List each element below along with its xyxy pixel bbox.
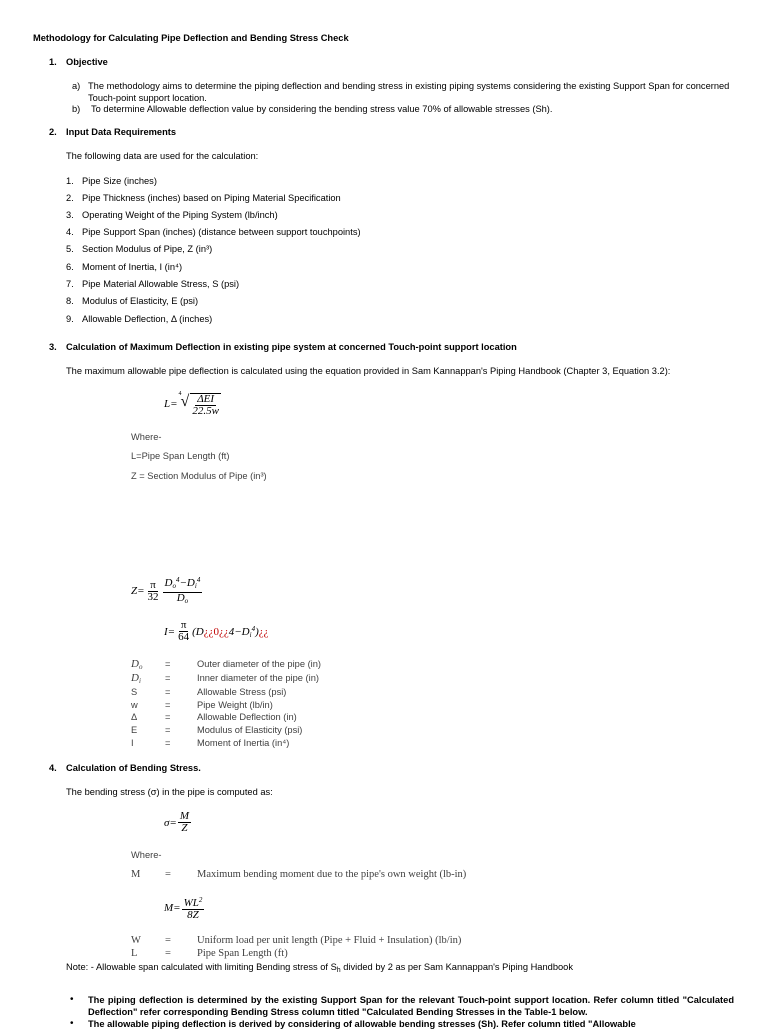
fraction-numerator [182,895,205,910]
def-equals: = [165,687,171,697]
load-definition [131,935,461,946]
input-data-intro: The following data are used for the calculation: [66,151,259,161]
outer-d: D [176,592,185,604]
list-item-number: 6. [66,262,74,272]
definition-row [131,672,319,685]
def-symbol: L [131,948,138,959]
deflection-intro: The maximum allowable pipe deflection is calculated using the equation provided in Sam Kannappan's Piping Handbook (Chapter 3, Equation 3.2): [66,366,671,376]
def-description: Maximum bending moment due to the pipe's own weight (lb-in) [197,869,467,880]
section-4-heading: Calculation of Bending Stress. [66,763,201,773]
fourth-root [179,390,222,417]
bullet-icon: • [70,1018,74,1029]
where-section-modulus: Z = Section Modulus of Pipe (in³) [131,471,267,481]
list-item: Section Modulus of Pipe, Z (in³) [82,244,213,254]
formula-lhs: Z= [131,585,145,597]
def-symbol: $D_i$ [131,672,141,685]
def-equals: = [165,700,171,710]
formula-middle: 4−D [228,625,250,638]
moment-of-inertia-formula [164,620,269,643]
section-modulus-formula [131,575,203,607]
def-symbol: Δ [131,712,138,722]
note-text: divided by 2 as per Sam Kannappan's Piping Handbook [340,962,573,972]
objective-a-marker: a) [72,81,81,91]
garbled-text: ¿¿0¿¿ [203,625,229,638]
outer-d: D [164,577,173,589]
close-paren: ) [255,625,259,638]
def-equals: = [165,712,171,722]
section-4-number: 4. [49,763,57,773]
def-description: Pipe Span Length (ft) [197,948,288,959]
section-2-number: 2. [49,127,57,137]
list-item: Pipe Support Span (inches) (distance between support touchpoints) [82,227,361,237]
def-description: Modulus of Elasticity (psi) [197,725,303,735]
formula-lhs: I= [164,625,176,638]
load-length: WL [183,897,199,909]
def-equals: = [165,659,171,669]
denominator-64: 64 [178,631,190,643]
def-symbol: I [131,738,134,748]
list-item: Pipe Size (inches) [82,176,157,186]
def-description: Uniform load per unit length (Pipe + Fluid + Insulation) (lb/in) [197,935,462,946]
sub-i: i [249,630,252,639]
bending-stress-formula [164,811,192,834]
fraction-denominator: 22.5w [192,405,219,417]
bullet-text: The allowable piping deflection is derived by considering of allowable bending stresses (Sh). Refer column titled "Allowable [88,1019,636,1029]
fraction-numerator [163,575,203,593]
def-description: Outer diameter of the pipe (in) [197,659,322,669]
root-fraction [190,393,221,417]
section-2-heading: Input Data Requirements [66,127,177,137]
formula-body [192,625,268,639]
list-item-number: 9. [66,314,74,324]
fraction-denominator: Z [181,822,188,834]
list-item: Moment of Inertia, I (in⁴) [82,262,183,272]
list-item: Operating Weight of the Piping System (lb/inch) [82,210,278,220]
pi-over-32 [146,580,161,603]
fraction-denominator: 8Z [187,909,199,921]
def-symbol: w [131,700,138,710]
exp-2: 2 [198,896,203,904]
def-equals: = [165,935,171,946]
list-item-number: 4. [66,227,74,237]
bending-moment-formula [164,895,205,921]
root-index: 4 [178,391,182,397]
formula-lhs: L= [164,397,178,410]
fraction-numerator: M [179,810,190,822]
exp-4: 4 [196,576,201,584]
page-title: Methodology for Calculating Pipe Deflection and Bending Stress Check [33,33,349,43]
open-paren-d: (D [192,625,204,638]
def-description: Inner diameter of the pipe (in) [197,673,319,683]
list-item-number: 7. [66,279,74,289]
pi-symbol: π [150,578,156,591]
bullet-icon: • [70,994,74,1005]
note-subscript: h [336,967,341,974]
moment-over-modulus [178,811,191,834]
definition-row [131,658,321,671]
objective-b-marker: b) [72,104,81,114]
pi-over-64 [176,620,191,643]
list-item-number: 8. [66,296,74,306]
def-symbol: E [131,725,138,735]
list-item: Pipe Thickness (inches) based on Piping Material Specification [82,193,341,203]
exp-4: 4 [251,624,256,633]
objective-b-text: To determine Allowable deflection value by considering the bending stress value 70% of allowable stresses (Sh). [91,104,553,114]
list-item: Allowable Deflection, Δ (inches) [82,314,213,324]
where-label: Where- [131,432,162,442]
pi-symbol: π [180,619,187,631]
def-symbol: S [131,687,138,697]
exp-4: 4 [176,576,180,584]
garbled-text: ¿¿ [258,625,269,638]
load-fraction [182,895,205,921]
denominator-32: 32 [147,590,159,603]
note-text: Note: - Allowable span calculated with limiting Bending stress of S [66,962,337,972]
def-description: Allowable Stress (psi) [197,687,287,697]
list-item: Modulus of Elasticity, E (psi) [82,296,199,306]
sub-i: i [194,582,197,590]
definition-row [131,738,289,748]
formula-lhs: M= [164,902,181,914]
def-description: Pipe Weight (lb/in) [197,700,273,710]
fraction-numerator: ΔEI [197,393,215,405]
list-item: Pipe Material Allowable Stress, S (psi) [82,279,240,289]
def-equals: = [165,738,171,748]
bending-stress-intro: The bending stress (σ) in the pipe is computed as: [66,787,273,797]
diameter-fraction [163,575,203,607]
span-length-formula [164,390,222,417]
list-item-number: 1. [66,176,74,186]
def-description: Moment of Inertia (in⁴) [197,738,290,748]
definition-row [131,725,302,735]
minus-inner-d: −D [179,577,195,589]
def-equals: = [165,673,171,683]
definition-row [131,712,297,722]
formula-lhs: σ= [164,816,177,829]
length-definition [131,948,288,959]
def-description: Allowable Deflection (in) [197,712,297,722]
def-symbol: M [131,869,141,880]
section-1-number: 1. [49,57,57,67]
section-1-heading: Objective [66,57,108,67]
fraction-denominator [175,593,190,607]
sub-o: o [184,597,189,605]
list-item-number: 2. [66,193,74,203]
def-equals: = [165,725,171,735]
bullet-text: The piping deflection is determined by the existing Support Span for the relevant Touch-point support location. Refer column titled "Calculated Deflection" refer corresponding Bending Stress column titled "Calculated Bending Stresses in the Table-1 below. [88,995,734,1017]
radical-sign-icon: √ [180,393,190,410]
section-3-heading: Calculation of Maximum Deflection in existing pipe system at concerned Touch-point support location [66,342,517,352]
def-symbol: $D_o$ [131,658,143,671]
section-3-number: 3. [49,342,57,352]
allowable-span-note [66,962,573,974]
definition-row [131,700,273,710]
where-label: Where- [131,850,162,860]
objective-a-text: The methodology aims to determine the piping deflection and bending stress in existing piping systems considering the existing Support Span for concerned Touch-point support location. [88,81,730,103]
list-item-number: 3. [66,210,74,220]
moment-definition [131,869,466,880]
sub-o: o [172,582,176,590]
definition-row [131,687,286,697]
def-equals: = [165,948,171,959]
list-item-number: 5. [66,244,74,254]
def-equals: = [165,869,171,880]
where-span-length: L=Pipe Span Length (ft) [131,451,230,461]
def-symbol: W [131,935,141,946]
